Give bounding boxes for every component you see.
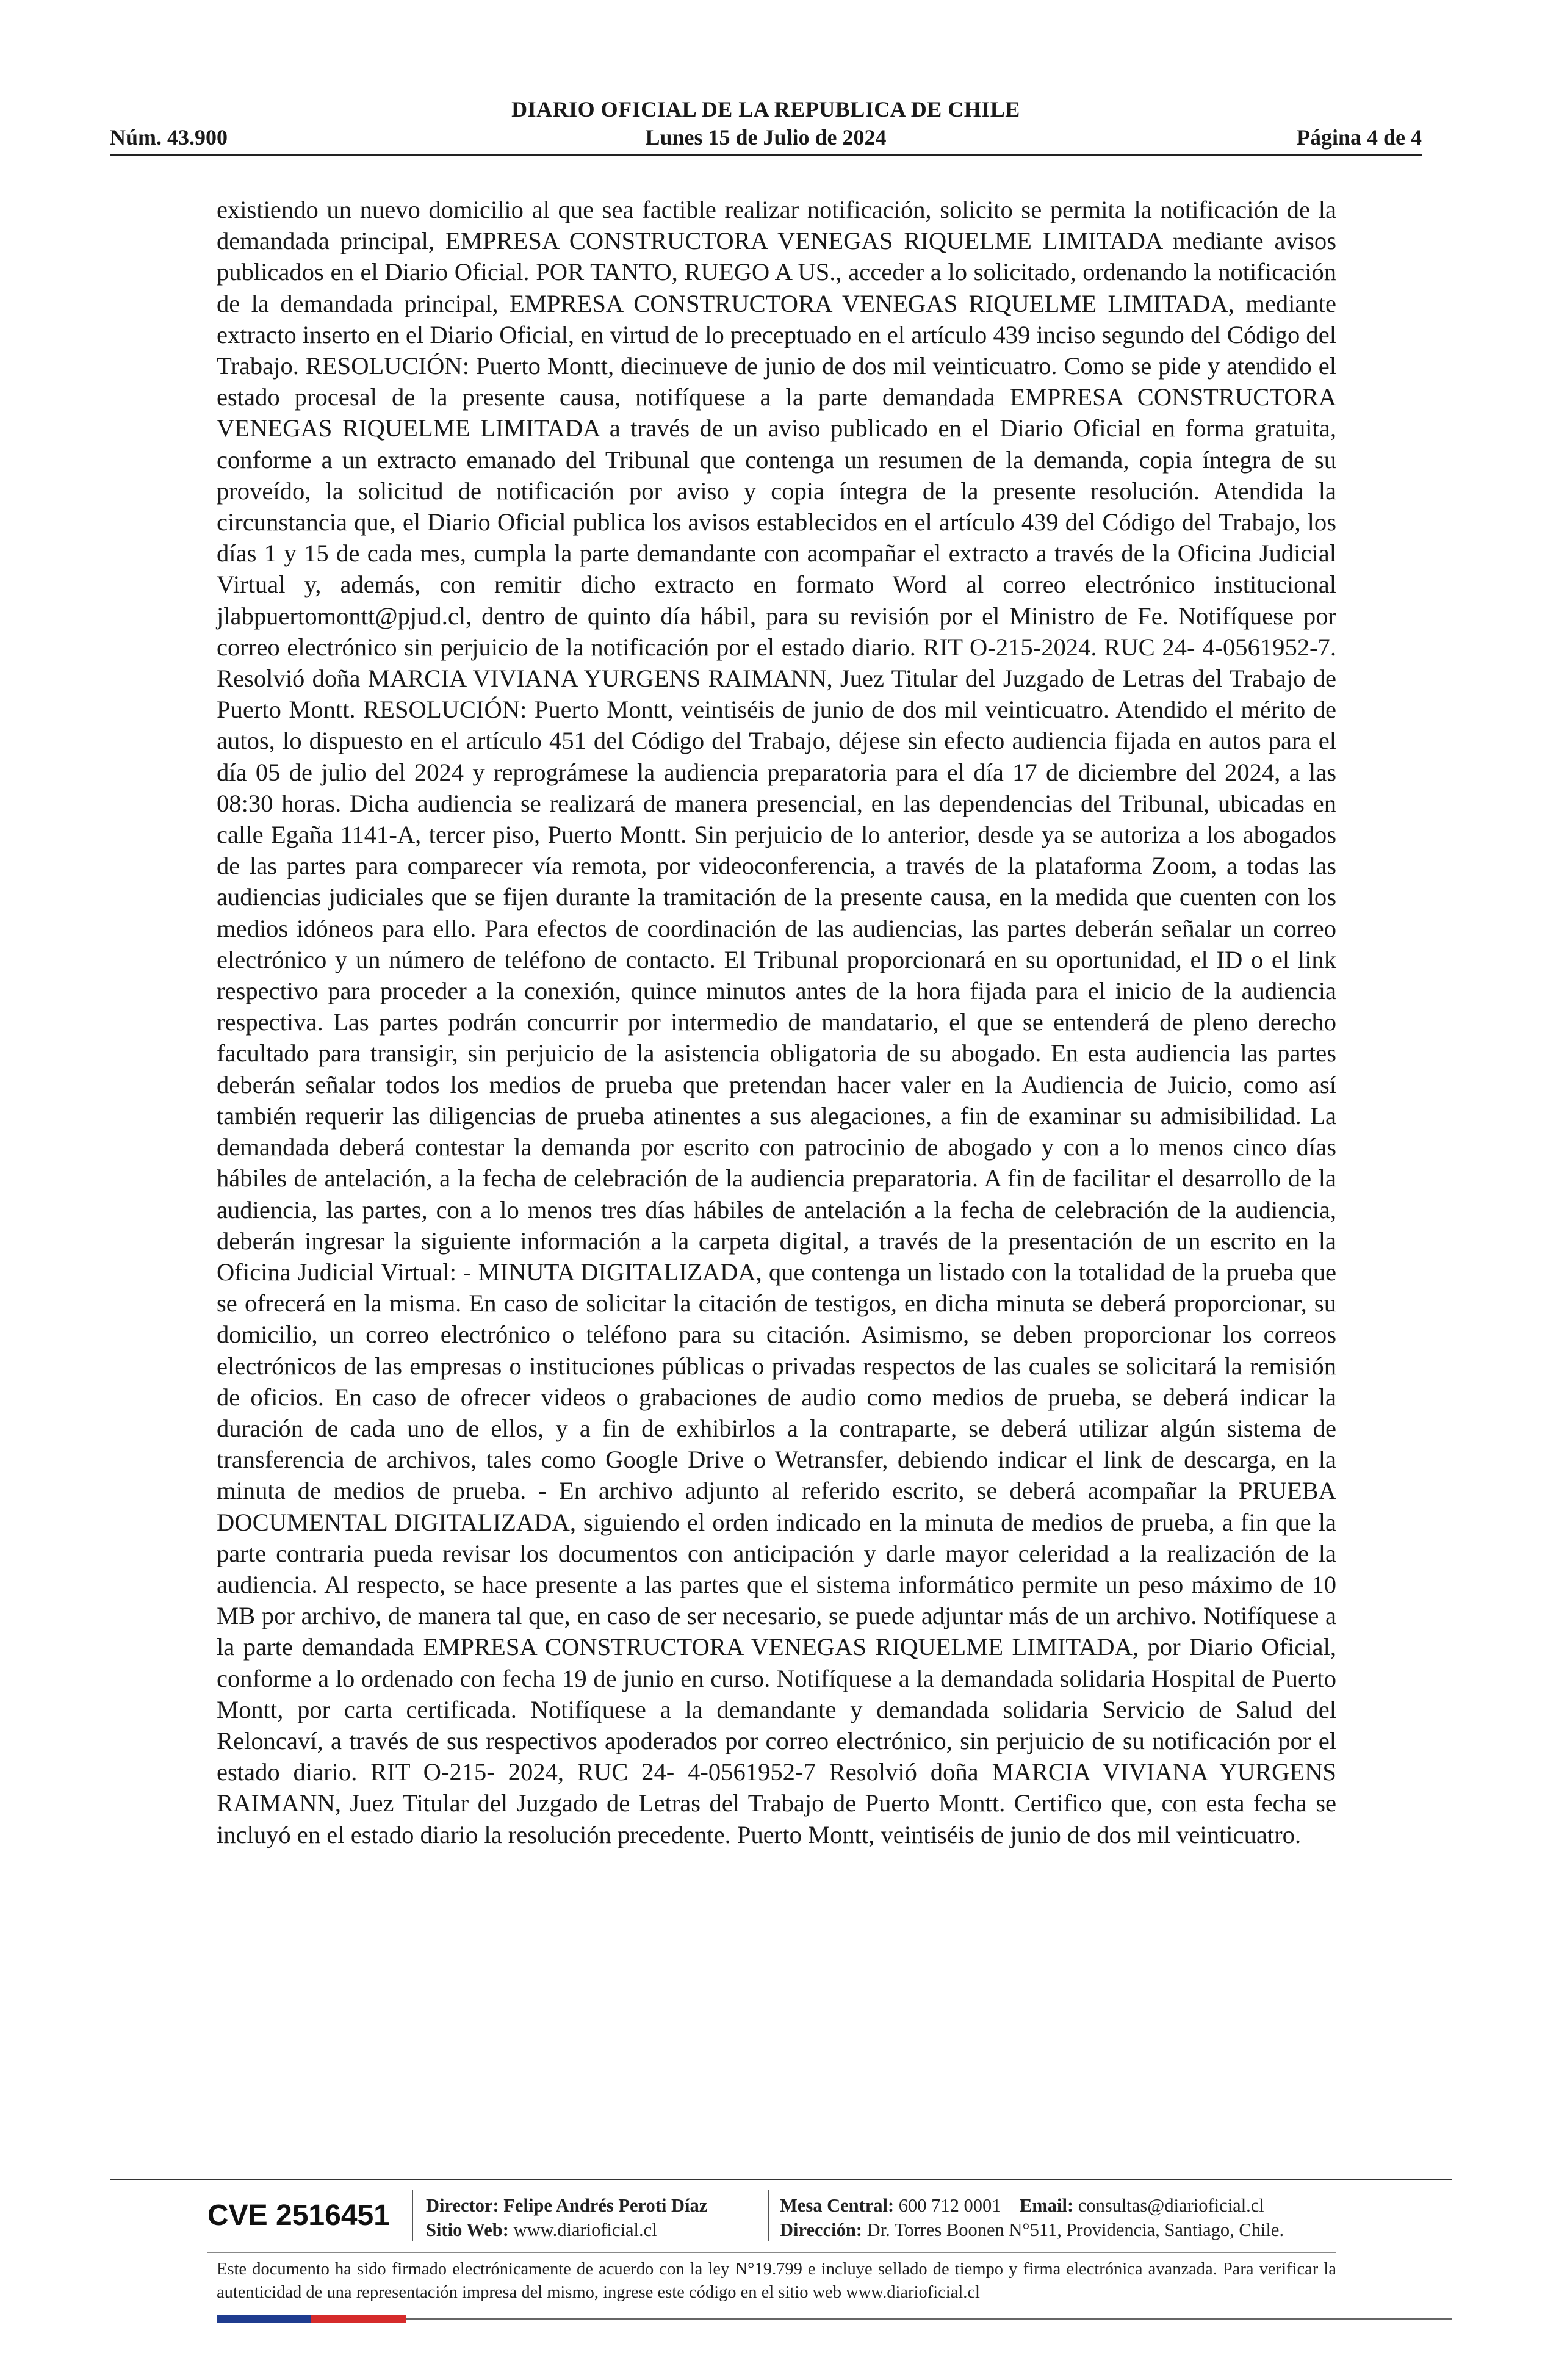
issue-date: Lunes 15 de Julio de 2024 bbox=[645, 125, 887, 150]
address-label: Dirección: bbox=[780, 2220, 862, 2240]
mesa-phone: 600 712 0001 bbox=[898, 2195, 1001, 2216]
footer-contact-column bbox=[780, 2193, 1284, 2242]
publication-title: DIARIO OFICIAL DE LA REPUBLICA DE CHILE bbox=[511, 97, 1020, 121]
footer-director-column bbox=[426, 2193, 707, 2242]
flag-red-segment bbox=[311, 2315, 406, 2323]
contact-line bbox=[780, 2193, 1284, 2218]
page-indicator: Página 4 de 4 bbox=[1296, 125, 1422, 150]
email-link[interactable]: consultas@diarioficial.cl bbox=[1078, 2195, 1264, 2216]
footer-separator bbox=[768, 2190, 769, 2241]
header-divider bbox=[110, 154, 1422, 156]
footer-separator bbox=[412, 2190, 413, 2241]
cve-code[interactable]: CVE 2516451 bbox=[207, 2199, 390, 2232]
address-value: Dr. Torres Boonen N°511, Providencia, Santiago, Chile. bbox=[866, 2220, 1284, 2240]
flag-blue-segment bbox=[217, 2315, 311, 2323]
footer-divider-top bbox=[110, 2179, 1452, 2180]
website-link[interactable]: www.diarioficial.cl bbox=[513, 2220, 657, 2240]
director-name: Felipe Andrés Peroti Díaz bbox=[503, 2195, 708, 2216]
mesa-label: Mesa Central: bbox=[780, 2195, 895, 2216]
cve-block bbox=[207, 2191, 390, 2240]
email-label: Email: bbox=[1020, 2195, 1074, 2216]
footer-divider-bottom bbox=[406, 2318, 1452, 2320]
issue-number: Núm. 43.900 bbox=[110, 125, 228, 150]
director-label: Director: bbox=[426, 2195, 499, 2216]
website-label: Sitio Web: bbox=[426, 2220, 509, 2240]
footer-divider-mid bbox=[207, 2252, 1336, 2253]
website-line bbox=[426, 2218, 707, 2242]
body-paragraph: existiendo un nuevo domicilio al que sea factible realizar notificación, solicito se permita la notificación de la demandada principal, EMPRESA CONSTRUCTORA VENEGAS RIQUELME LIMITADA mediante avisos publicados en el Diario Oficial. POR TANTO, RUEGO A US., acceder a lo solicitado, ordenando la notificación de la demandada principal, EMPRESA CONSTRUCTORA VENEGAS RIQUELME LIMITADA, mediante extracto inserto en el Diario Oficial, en virtud de lo preceptuado en el artículo 439 inciso segundo del Código del Trabajo. RESOLUCIÓN: Puerto Montt, diecinueve de junio de dos mil veinticuatro. Como se pide y atendido el estado procesal de la presente causa, notifíquese a la parte demandada EMPRESA CONSTRUCTORA VENEGAS RIQUELME LIMITADA a través de un aviso publicado en el Diario Oficial en forma gratuita, conforme a un extracto emanado del Tribunal que contenga un resumen de la demanda, copia íntegra de su proveído, la solicitud de notificación por aviso y copia íntegra de la presente resolución. Atendida la circunstancia que, el Diario Oficial publica los avisos establecidos en el artículo 439 del Código del Trabajo, los días 1 y 15 de cada mes, cumpla la parte demandante con acompañar el extracto a través de la Oficina Judicial Virtual y, además, con remitir dicho extracto en formato Word al correo electrónico institucional jlabpuertomontt@pjud.cl, dentro de quinto día hábil, para su revisión por el Ministro de Fe. Notifíquese por correo electrónico sin perjuicio de la notificación por el estado diario. RIT O-215-2024. RUC 24- 4-0561952-7. Resolvió doña MARCIA VIVIANA YURGENS RAIMANN, Juez Titular del Juzgado de Letras del Trabajo de Puerto Montt. RESOLUCIÓN: Puerto Montt, veintiséis de junio de dos mil veinticuatro. Atendido el mérito de autos, lo dispuesto en el artículo 451 del Código del Trabajo, déjese sin efecto audiencia fijada en autos para el día 05 de julio del 2024 y reprográmese la audiencia preparatoria para el día 17 de diciembre del 2024, a las 08:30 horas. Dicha audiencia se realizará de manera presencial, en las dependencias del Tribunal, ubicadas en calle Egaña 1141-A, tercer piso, Puerto Montt. Sin perjuicio de lo anterior, desde ya se autoriza a los abogados de las partes para comparecer vía remota, por videoconferencia, a través de la plataforma Zoom, a todas las audiencias judiciales que se fijen durante la tramitación de la presente causa, en la medida que cuenten con los medios idóneos para ello. Para efectos de coordinación de las audiencias, las partes deberán señalar un correo electrónico y un número de teléfono de contacto. El Tribunal proporcionará en su oportunidad, el ID o el link respectivo para proceder a la conexión, quince minutos antes de la hora fijada para el inicio de la audiencia respectiva. Las partes podrán concurrir por intermedio de mandatario, el que se entenderá de pleno derecho facultado para transigir, sin perjuicio de la asistencia obligatoria de su abogado. En esta audiencia las partes deberán señalar todos los medios de prueba que pretendan hacer valer en la Audiencia de Juicio, como así también requerir las diligencias de prueba atinentes a sus alegaciones, a fin de examinar su admisibilidad. La demandada deberá contestar la demanda por escrito con patrocinio de abogado y con a lo menos cinco días hábiles de antelación, a la fecha de celebración de la audiencia preparatoria. A fin de facilitar el desarrollo de la audiencia, las partes, con a lo menos tres días hábiles de antelación a la fecha de celebración de la audiencia, deberán ingresar la siguiente información a la carpeta digital, a través de la presentación de un escrito en la Oficina Judicial Virtual: - MINUTA DIGITALIZADA, que contenga un listado con la totalidad de la prueba que se ofrecerá en la misma. En caso de solicitar la citación de testigos, en dicha minuta se deberá proporcionar, su domicilio, un correo electrónico o teléfono para su citación. Asimismo, se deben proporcionar los correos electrónicos de las empresas o instituciones públicas o privadas respectos de las cuales se solicitará la remisión de oficios. En caso de ofrecer videos o grabaciones de audio como medios de prueba, se deberá indicar la duración de cada uno de ellos, y a fin de exhibirlos a la contraparte, se deberá utilizar algún sistema de transferencia de archivos, tales como Google Drive o Wetransfer, debiendo indicar el link de descarga, en la minuta de medios de prueba. - En archivo adjunto al referido escrito, se deberá acompañar la PRUEBA DOCUMENTAL DIGITALIZADA, siguiendo el orden indicado en la minuta de medios de prueba, a fin que la parte contraria pueda revisar los documentos con anticipación y darle mayor celeridad a la realización de la audiencia. Al respecto, se hace presente a las partes que el sistema informático permite un peso máximo de 10 MB por archivo, de manera tal que, en caso de ser necesario, se puede adjuntar más de un archivo. Notifíquese a la parte demandada EMPRESA CONSTRUCTORA VENEGAS RIQUELME LIMITADA, por Diario Oficial, conforme a lo ordenado con fecha 19 de junio en curso. Notifíquese a la demandada solidaria Hospital de Puerto Montt, por carta certificada. Notifíquese a la demandante y demandada solidaria Servicio de Salud del Reloncaví, a través de sus respectivos apoderados por correo electrónico, sin perjuicio de su notificación por el estado diario. RIT O-215- 2024, RUC 24- 4-0561952-7 Resolvió doña MARCIA VIVIANA YURGENS RAIMANN, Juez Titular del Juzgado de Letras del Trabajo de Puerto Montt. Certifico que, con esta fecha se incluyó en el estado diario la resolución precedente. Puerto Montt, veintiséis de junio de dos mil veinticuatro. bbox=[217, 196, 1336, 1848]
legal-notice: Este documento ha sido firmado electrónicamente de acuerdo con la ley N°19.799 e incluye sellado de tiempo y firma electrónica avanzada. Para verificar la autenticidad de una representación impresa del mismo, ingrese este código en el sitio web www.diarioficial.cl bbox=[217, 2260, 1336, 2302]
flag-stripe bbox=[217, 2315, 406, 2323]
address-line bbox=[780, 2218, 1284, 2242]
director-line bbox=[426, 2193, 707, 2218]
page-header bbox=[110, 92, 1422, 156]
